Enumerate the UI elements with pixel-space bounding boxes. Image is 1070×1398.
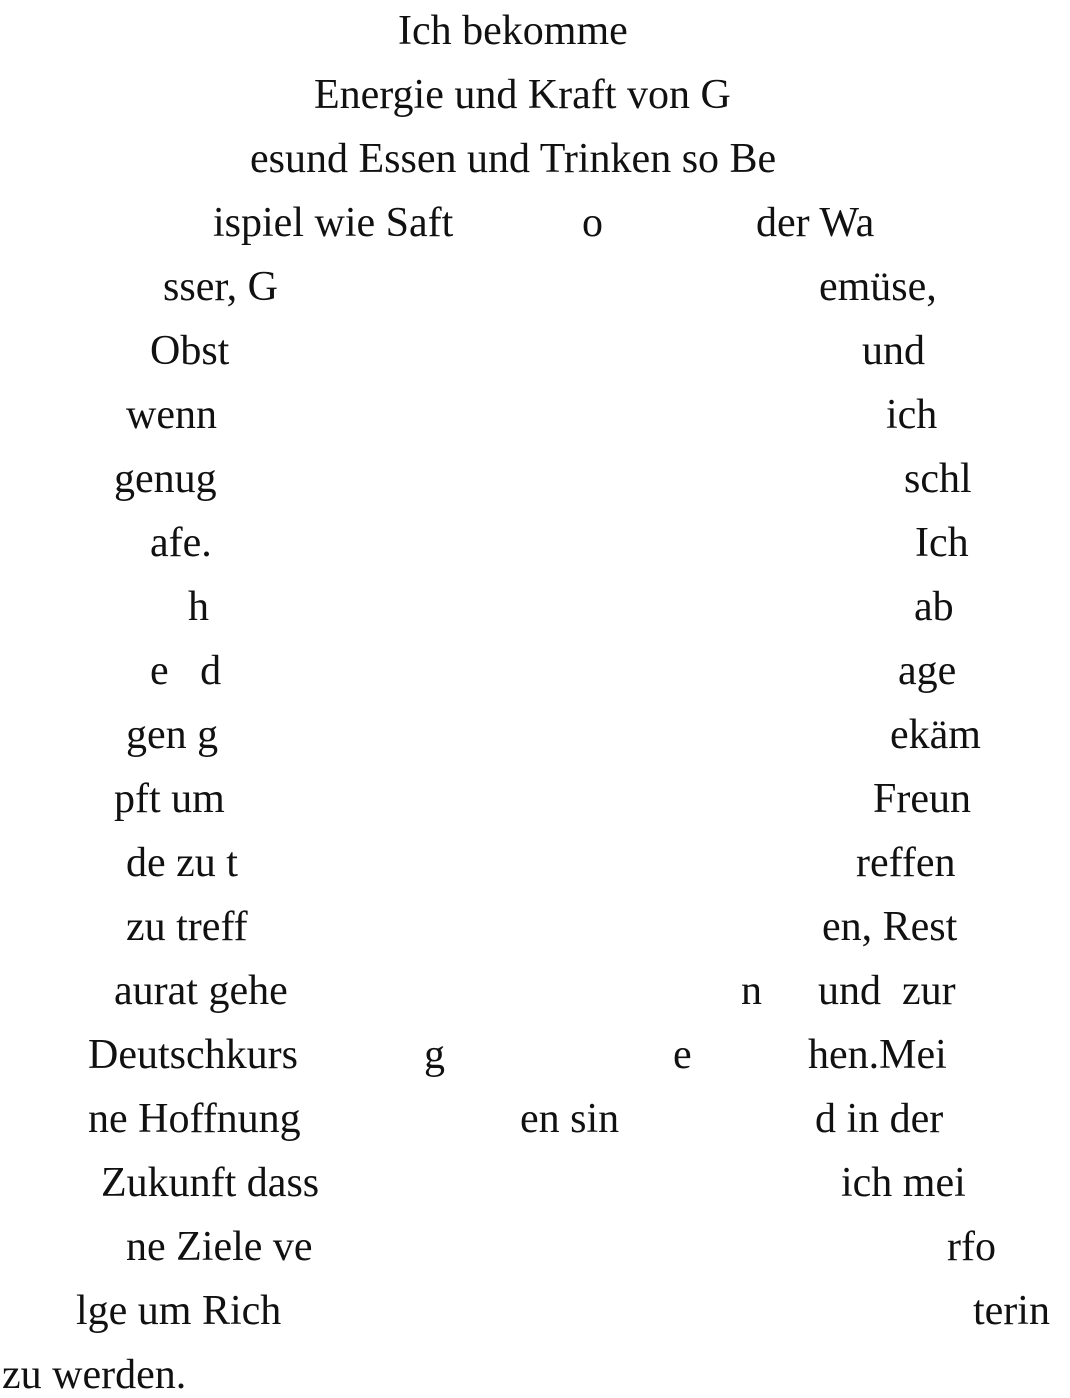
poem-fragment: Energie und Kraft von G [314, 72, 731, 118]
poem-fragment: genug [114, 456, 217, 502]
poem-fragment: lge um Rich [76, 1288, 282, 1334]
poem-fragment: aurat gehe [114, 968, 288, 1014]
poem-fragment: age [898, 648, 957, 694]
poem-fragment: Ich [915, 520, 969, 566]
poem-fragment: Freun [873, 776, 971, 822]
poem-fragment: der Wa [756, 200, 875, 246]
poem-fragment: wenn [126, 392, 217, 438]
poem-fragment: en, Rest [822, 904, 958, 950]
poem-fragment: Zukunft dass [101, 1160, 320, 1206]
poem-fragment: e d [150, 648, 222, 694]
poem-fragment: rfo [947, 1224, 996, 1270]
poem-fragment: d in der [815, 1096, 944, 1142]
poem-fragment: ispiel wie Saft [213, 200, 454, 246]
poem-fragment: und zur [818, 968, 956, 1014]
poem-fragment: zu werden. [2, 1352, 187, 1398]
poem-fragment: schl [904, 456, 972, 502]
poem-fragment: hen.Mei [808, 1032, 947, 1078]
poem-fragment: Ich bekomme [398, 8, 628, 54]
poem-fragment: n [741, 968, 762, 1014]
poem-fragment: sser, G [163, 264, 278, 310]
poem-fragment: reffen [856, 840, 956, 886]
poem-fragment: und [862, 328, 925, 374]
poem-fragment: en sin [520, 1096, 620, 1142]
poem-fragment: de zu t [126, 840, 238, 886]
poem-fragment: g [424, 1032, 445, 1078]
poem-fragment: ich mei [841, 1160, 966, 1206]
poem-fragment: e [673, 1032, 692, 1078]
poem-fragment: ne Ziele ve [126, 1224, 313, 1270]
poem-fragment: h [188, 584, 209, 630]
poem-fragment: zu treff [126, 904, 248, 950]
poem-fragment: pft um [114, 776, 225, 822]
poem-fragment: ab [914, 584, 954, 630]
poem-fragment: afe. [150, 520, 212, 566]
poem-fragment: Deutschkurs [88, 1032, 298, 1078]
poem-fragment: terin [973, 1288, 1050, 1334]
poem-fragment: emüse, [819, 264, 937, 310]
poem-fragment: ekäm [890, 712, 981, 758]
poem-fragment: Obst [150, 328, 230, 374]
poem-fragment: ne Hoffnung [88, 1096, 301, 1142]
poem-fragment: o [582, 200, 603, 246]
poem-fragment: esund Essen und Trinken so Be [250, 136, 777, 182]
poem-fragment: ich [886, 392, 938, 438]
poem-fragment: gen g [126, 712, 219, 758]
